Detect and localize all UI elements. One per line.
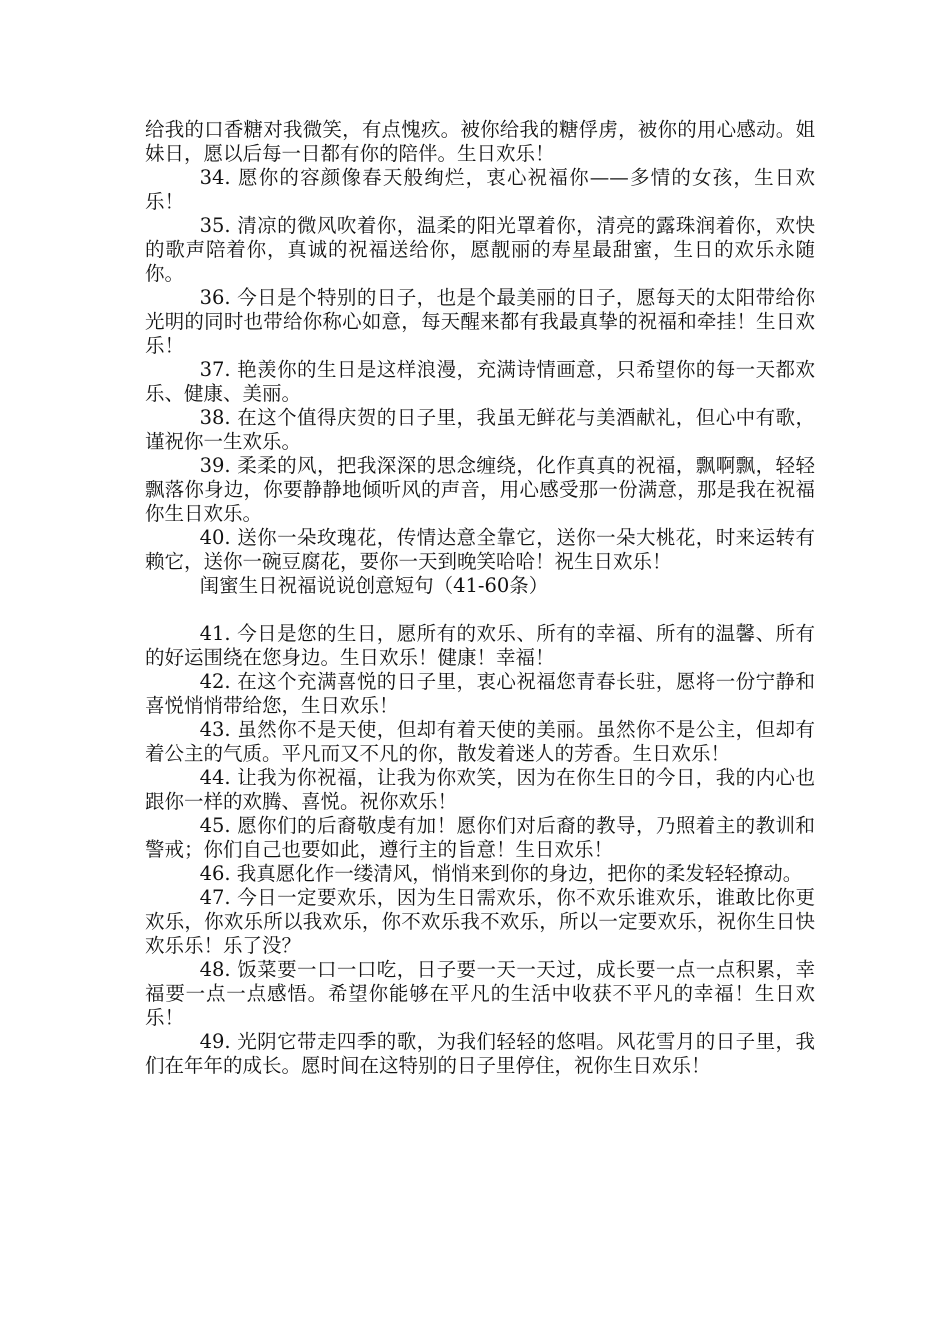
wish-item-35: 35. 清凉的微风吹着你，温柔的阳光罩着你，清亮的露珠润着你，欢快的歌声陪着你，真诚的祝福送给你，愿靓丽的寿星最甜蜜，生日的欢乐永随你。 (145, 214, 815, 285)
wish-item-39: 39. 柔柔的风，把我深深的思念缠绕，化作真真的祝福，飘啊飘，轻轻飘落你身边，你要静静地倾听风的声音，用心感受那一份满意，那是我在祝福你生日欢乐。 (145, 454, 815, 525)
wish-item-34: 34. 愿你的容颜像春天般绚烂，衷心祝福你——多情的女孩，生日欢乐！ (145, 166, 815, 213)
wish-item-41: 41. 今日是您的生日，愿所有的欢乐、所有的幸福、所有的温馨、所有的好运围绕在您身边。生日欢乐！健康！幸福！ (145, 622, 815, 669)
wish-item-48: 48. 饭菜要一口一口吃，日子要一天一天过，成长要一点一点积累，幸福要一点一点感悟。希望你能够在平凡的生活中收获不平凡的幸福！生日欢乐！ (145, 958, 815, 1029)
wish-item-42: 42. 在这个充满喜悦的日子里，衷心祝福您青春长驻，愿将一份宁静和喜悦悄悄带给您，生日欢乐！ (145, 670, 815, 717)
wish-item-45: 45. 愿你们的后裔敬虔有加！愿你们对后裔的教导，乃照着主的教训和警戒；你们自己也要如此，遵行主的旨意！生日欢乐！ (145, 814, 815, 861)
section-heading: 闺蜜生日祝福说说创意短句（41-60条） (199, 574, 549, 597)
wish-item-40: 40. 送你一朵玫瑰花，传情达意全靠它，送你一朵大桃花，时来运转有赖它，送你一碗豆腐花，要你一天到晚笑哈哈！祝生日欢乐！ (145, 526, 815, 573)
wish-item-49: 49. 光阴它带走四季的歌，为我们轻轻的悠唱。风花雪月的日子里，我们在年年的成长。愿时间在这特别的日子里停住，祝你生日欢乐！ (145, 1030, 815, 1077)
document-body (145, 118, 815, 1078)
section-spacer (145, 598, 815, 622)
wish-item-37: 37. 艳羡你的生日是这样浪漫，充满诗情画意，只希望你的每一天都欢乐、健康、美丽。 (145, 358, 815, 405)
wish-item-38: 38. 在这个值得庆贺的日子里，我虽无鲜花与美酒献礼，但心中有歌，谨祝你一生欢乐。 (145, 406, 815, 453)
wish-item-46: 46. 我真愿化作一缕清风，悄悄来到你的身边，把你的柔发轻轻撩动。 (199, 862, 803, 885)
continuation-paragraph: 给我的口香糖对我微笑，有点愧疚。被你给我的糖俘虏，被你的用心感动。姐妹日，愿以后每一日都有你的陪伴。生日欢乐！ (145, 118, 815, 165)
wish-item-36: 36. 今日是个特别的日子，也是个最美丽的日子，愿每天的太阳带给你光明的同时也带给你称心如意，每天醒来都有我最真挚的祝福和牵挂！生日欢乐！ (145, 286, 815, 357)
wish-item-43: 43. 虽然你不是天使，但却有着天使的美丽。虽然你不是公主，但却有着公主的气质。平凡而又不凡的你，散发着迷人的芳香。生日欢乐！ (145, 718, 815, 765)
wish-item-47: 47. 今日一定要欢乐，因为生日需欢乐，你不欢乐谁欢乐，谁敢比你更欢乐，你欢乐所以我欢乐，你不欢乐我不欢乐，所以一定要欢乐，祝你生日快欢乐乐！乐了没？ (145, 886, 815, 957)
wish-item-44: 44. 让我为你祝福，让我为你欢笑，因为在你生日的今日，我的内心也跟你一样的欢腾、喜悦。祝你欢乐！ (145, 766, 815, 813)
